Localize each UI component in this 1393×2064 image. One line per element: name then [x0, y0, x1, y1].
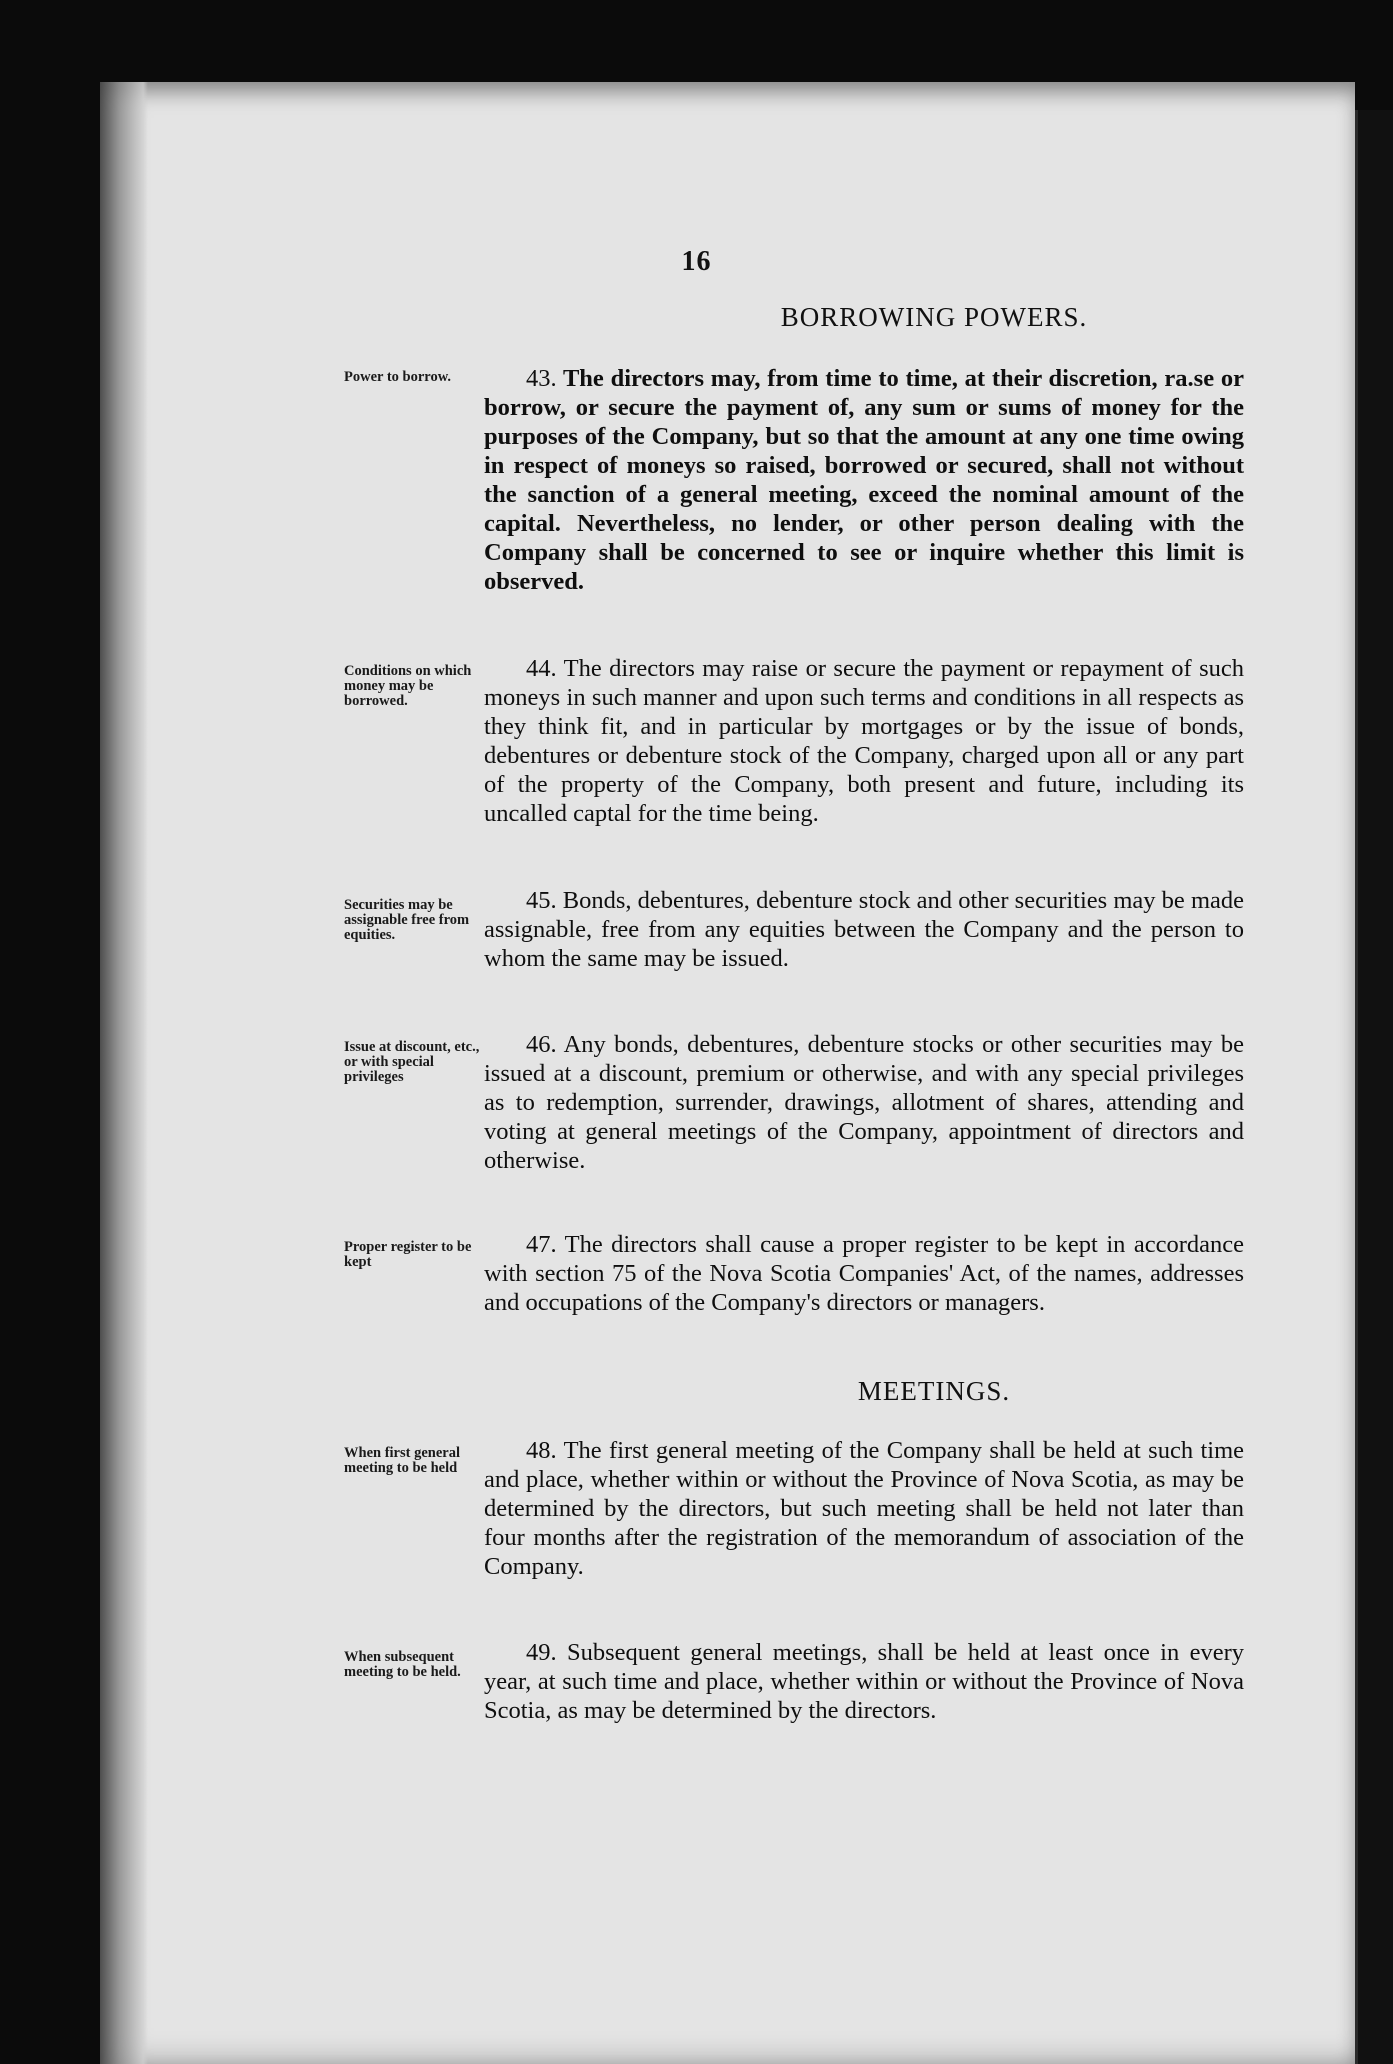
- section-number-45: 45.: [526, 887, 557, 914]
- section-45: [484, 886, 1244, 973]
- page-binding-shadow: [100, 82, 148, 2064]
- section-text-48: The first general meeting of the Company shall be held at such time and place, whether within or without the Province of Nova Scotia, as may be determined by the directors, but such meeting shall be held not later than four months after the registration of the memorandum of association of the Company.: [484, 1437, 1244, 1580]
- section-text-46: Any bonds, debentures, debenture stocks or other securities may be issued at a discount, premium or otherwise, and with any special privileges as to redemption, surrender, drawings, allotment of shares, attending and voting at general meetings of the Company, appointment of directors and otherwise.: [484, 1031, 1244, 1174]
- side-note-47: Proper register to be kept: [344, 1239, 472, 1270]
- section-46: [484, 1030, 1244, 1175]
- page-number: 16: [681, 246, 712, 277]
- section-47: [484, 1230, 1244, 1317]
- section-text-43: The directors may, from time to time, at their discretion, ra.se or borrow, or secure the payment of, any sum or sums of money for the purposes of the Company, but so that the amount at any one time owing in respect of moneys so raised, borrowed or secured, shall not without the sanction of a general meeting, exceed the nominal amount of the capital. Nevertheless, no lender, or other person dealing with the Company shall be concerned to see or inquire whether this limit is observed.: [484, 365, 1244, 595]
- section-43: [484, 364, 1244, 596]
- section-text-47: The directors shall cause a proper register to be kept in accordance with section 75 of the Nova Scotia Companies' Act, of the names, addresses and occupations of the Company's directors or managers.: [484, 1231, 1244, 1316]
- section-number-49: 49.: [526, 1639, 557, 1666]
- side-note-49: When subsequent meeting to be held.: [344, 1649, 461, 1680]
- side-note-43: Power to borrow.: [344, 369, 451, 385]
- section-number-47: 47.: [526, 1231, 557, 1258]
- side-note-46: Issue at discount, etc., or with special privileges: [344, 1039, 480, 1085]
- section-49: [484, 1638, 1244, 1725]
- heading-borrowing-powers: BORROWING POWERS.: [780, 302, 1088, 332]
- side-note-44: Conditions on which money may be borrowed.: [344, 663, 472, 709]
- section-48: [484, 1436, 1244, 1581]
- side-note-45: Securities may be assignable free from equities.: [344, 897, 470, 943]
- section-number-43: 43.: [526, 365, 557, 392]
- section-text-45: Bonds, debentures, debenture stock and other securities may be made assignable, free from any equities between the Company and the person to whom the same may be issued.: [484, 887, 1245, 972]
- section-44: [484, 654, 1244, 828]
- section-number-48: 48.: [526, 1437, 557, 1464]
- section-text-44: The directors may raise or secure the payment or repayment of such moneys in such manner and upon such terms and conditions in all respects as they think fit, and in particular by mortgages or by the issue of bonds, debentures or debenture stock of the Company, charged upon all or any part of the property of the Company, both present and future, including its uncalled captal for the time being.: [484, 655, 1245, 827]
- side-note-48: When first general meeting to be held: [344, 1445, 460, 1476]
- heading-meetings: MEETINGS.: [857, 1376, 1011, 1406]
- section-number-44: 44.: [526, 655, 557, 682]
- page-edge-right: [1355, 110, 1393, 2064]
- section-number-46: 46.: [526, 1031, 557, 1058]
- section-text-49: Subsequent general meetings, shall be held at least once in every year, at such time and place, whether within or without the Province of Nova Scotia, as may be determined by the directors.: [484, 1639, 1244, 1724]
